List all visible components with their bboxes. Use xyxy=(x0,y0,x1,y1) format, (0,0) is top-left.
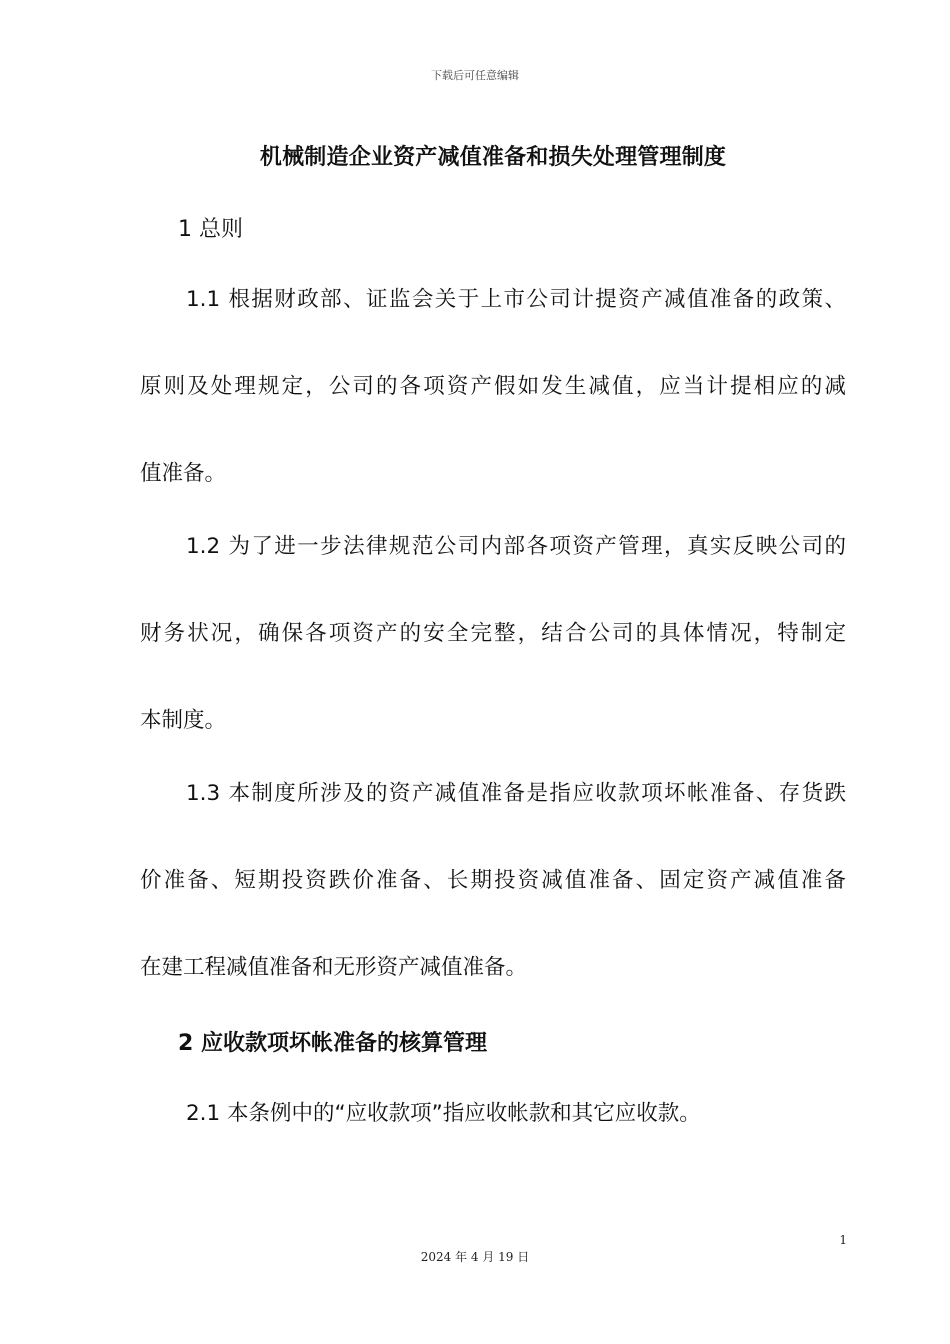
paragraph-line: 财务状况，确保各项资产的安全完整，结合公司的具体情况，特制定 xyxy=(140,621,846,646)
paragraph-line: 2.1 本条例中的“应收款项”指应收帐款和其它应收款。 xyxy=(186,1101,701,1126)
paragraph-line: 本制度。 xyxy=(140,708,227,733)
document-title: 机械制造企业资产减值准备和损失处理管理制度 xyxy=(259,145,727,170)
paragraph-line: 1.1 根据财政部、证监会关于上市公司计提资产减值准备的政策、 xyxy=(186,287,846,312)
paragraph-line: 在建工程减值准备和无形资产减值准备。 xyxy=(140,955,528,980)
paragraph-line: 1.3 本制度所涉及的资产减值准备是指应收款项坏帐准备、存货跌 xyxy=(186,781,846,806)
paragraph-line: 价准备、短期投资跌价准备、长期投资减值准备、固定资产减值准备 xyxy=(140,868,846,893)
paragraph-line: 原则及处理规定，公司的各项资产假如发生减值，应当计提相应的减 xyxy=(140,374,846,399)
paragraph-line: 1.2 为了进一步法律规范公司内部各项资产管理，真实反映公司的 xyxy=(186,534,846,559)
footer-date: 2024 年 4 月 19 日 xyxy=(420,1250,530,1264)
section-heading-general: 1 总则 xyxy=(178,217,243,242)
section-heading-receivables: 2 应收款项坏帐准备的核算管理 xyxy=(178,1031,487,1056)
page-number: 1 xyxy=(839,1233,847,1247)
header-note: 下载后可任意编辑 xyxy=(431,69,519,82)
paragraph-line: 值准备。 xyxy=(140,461,227,486)
